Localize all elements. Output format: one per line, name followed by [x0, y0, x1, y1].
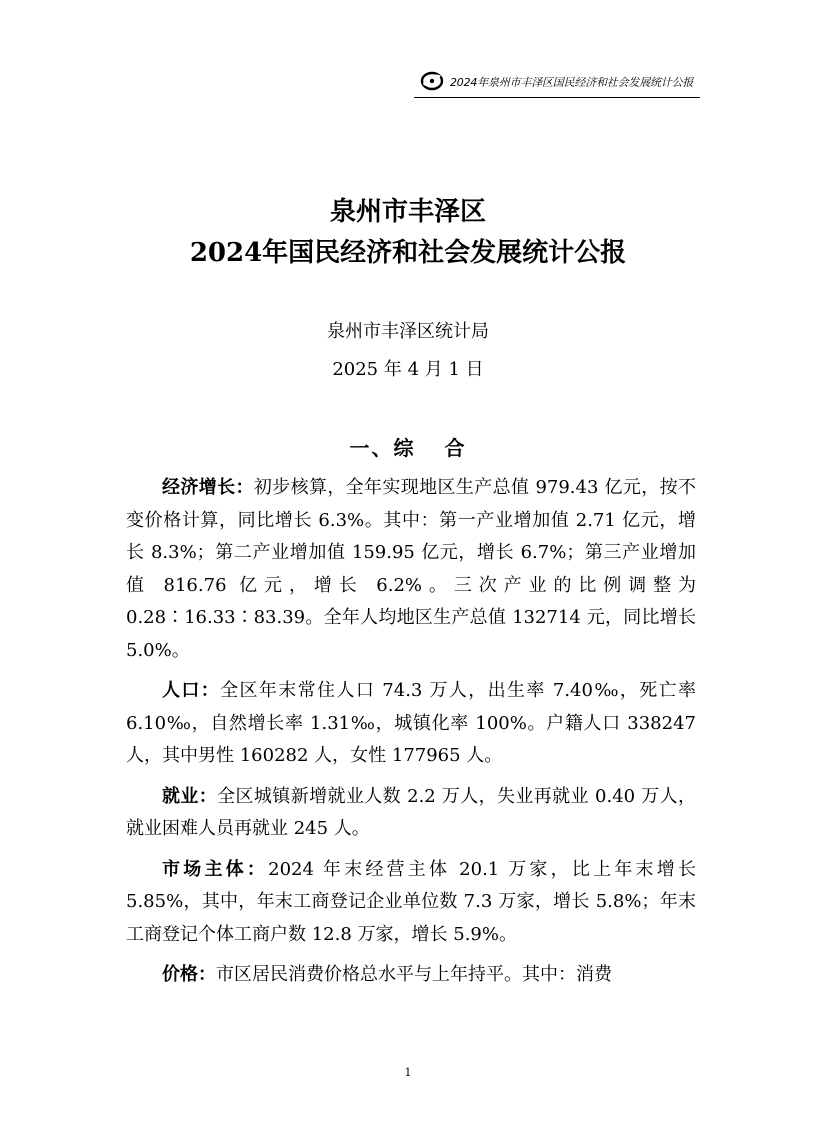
document-title-line2: 2024年国民经济和社会发展统计公报 [189, 238, 627, 268]
paragraph-population [126, 675, 696, 773]
paragraph-label: 价格： [162, 964, 216, 985]
header-rule [414, 97, 700, 98]
paragraph-label: 人口： [162, 680, 221, 701]
header-text: 2024年泉州市丰泽区国民经济和社会发展统计公报 [450, 76, 694, 89]
paragraph-label: 市场主体： [162, 858, 269, 880]
paragraph-market-entities [126, 854, 696, 952]
paragraph-text: 全区城镇新增就业人数 2.2 万人，失业再就业 0.40 万人，就业困难人员再就业 245 人。 [126, 785, 696, 839]
document-title-line1: 泉州市丰泽区 [329, 197, 486, 227]
body-text [126, 472, 696, 1000]
statistics-logo-icon [420, 70, 444, 92]
section-heading: 一、综 合 [349, 436, 467, 460]
paragraph-text: 2024 年末经营主体 20.1 万家，比上年末增长 5.85%，其中，年末工商登记企业单位数 7.3 万家，增长 5.8%；年末工商登记个体工商户数 12.8 万家，增长 5.9%。 [126, 858, 696, 945]
paragraph-economic-growth [126, 472, 696, 667]
author-org: 泉州市丰泽区统计局 [327, 321, 489, 342]
paragraph-label: 经济增长： [162, 477, 254, 498]
paragraph-text: 全区年末常住人口 74.3 万人，出生率 7.40‰，死亡率 6.10‰，自然增长率 1.31‰，城镇化率 100%。户籍人口 338247 人，其中男性 160282 人，女性 177965 人。 [126, 680, 697, 766]
publish-date: 2025 年 4 月 1 日 [332, 359, 484, 380]
page-number: 1 [404, 1066, 412, 1079]
paragraph-prices [126, 959, 696, 992]
running-header [414, 66, 700, 96]
paragraph-label: 就业： [162, 785, 218, 807]
paragraph-employment [126, 781, 696, 846]
paragraph-text: 初步核算，全年实现地区生产总值 979.43 亿元，按不变价格计算，同比增长 6.3%。其中：第一产业增加值 2.71 亿元，增长 8.3%；第二产业增加值 159.95 亿元，增长 6.7%；第三产业增加值 816.76 亿元，增长 6.2%。三次产业的比例调整为 0.28∶16.33∶83.39。全年人均地区生产总值 132714 元，同比增长 5.0%。 [126, 477, 696, 661]
paragraph-text: 市区居民消费价格总水平与上年持平。其中：消费 [216, 964, 612, 985]
